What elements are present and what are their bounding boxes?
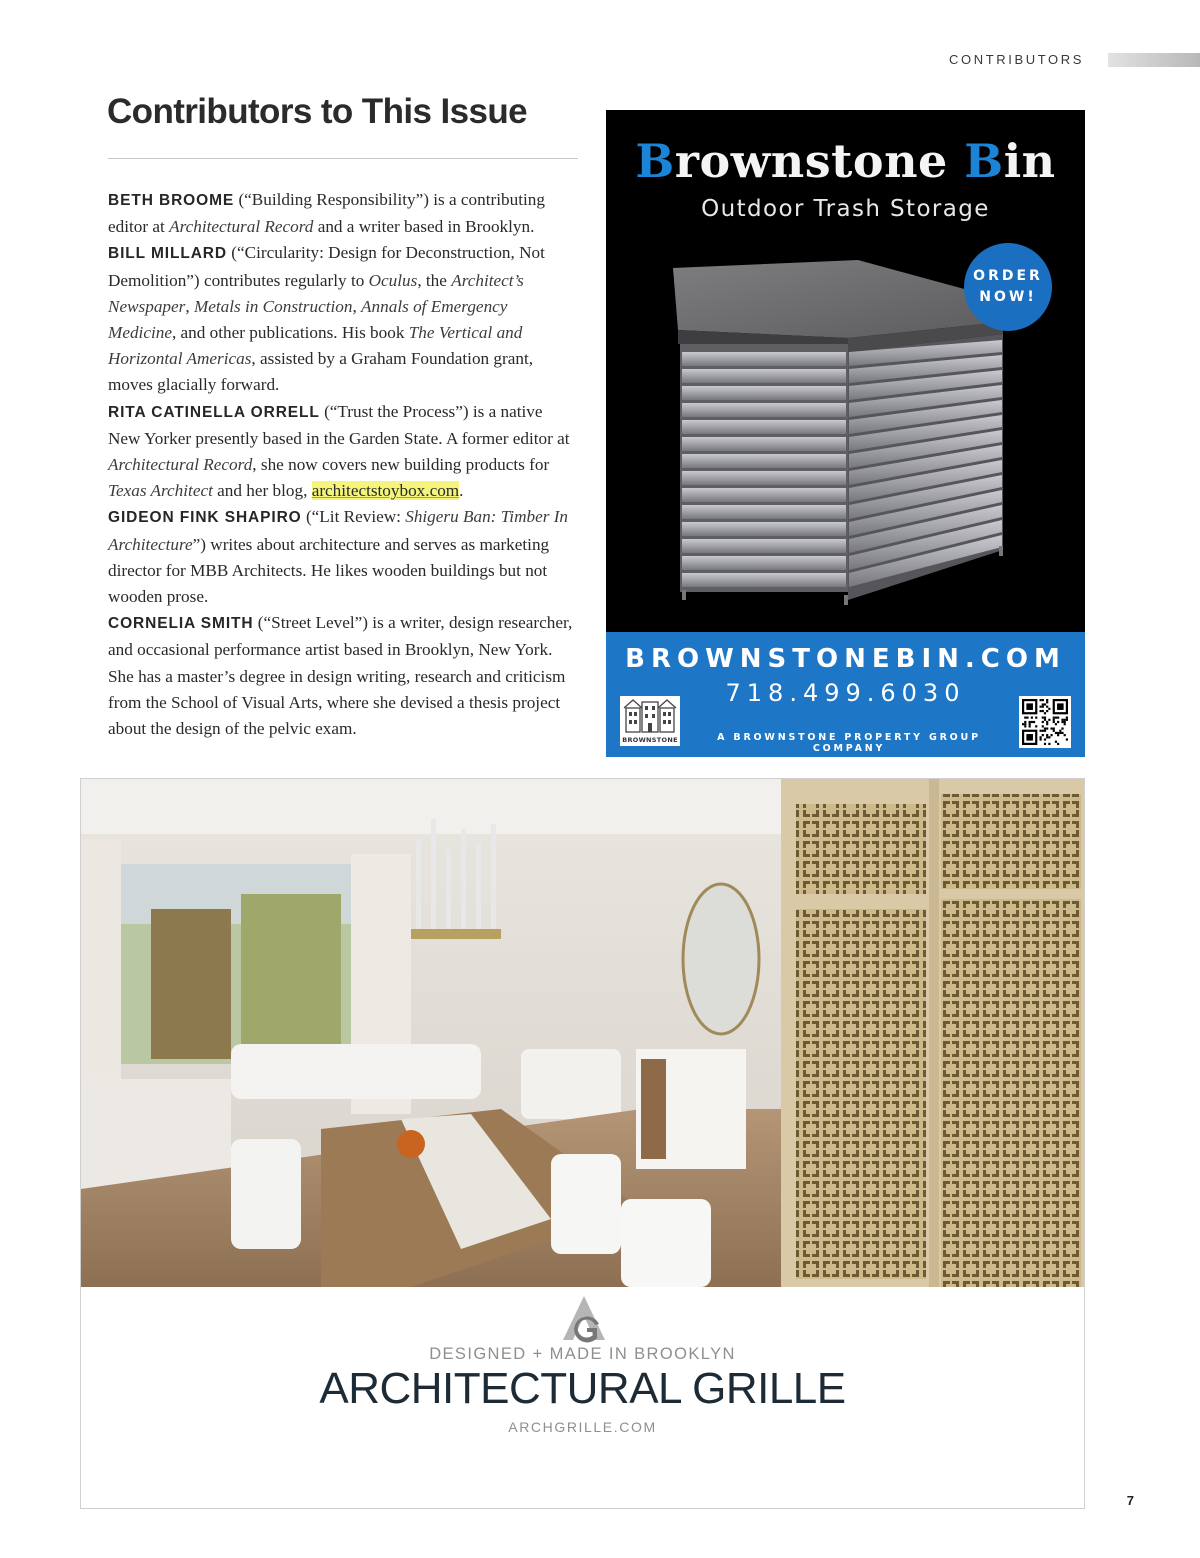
contributor-text: (“Street Level”) is a writer, design researcher, and occasional performance artist based in Brooklyn, New York. She has a master’s degree in design writing, research and criticism from the School of Visual Arts, where she devised a thesis project about the design of the pelvic exam. [108, 613, 573, 739]
contributor-text: , she now covers new building products for [252, 455, 550, 475]
page-number: 7 [1126, 1493, 1134, 1508]
brand-name: ARCHITECTURAL GRILLE [319, 1364, 846, 1413]
trash-bin-illustration [668, 260, 1013, 605]
publication-title: Architectural Record [108, 455, 253, 475]
contributor-name: BILL MILLARD [108, 245, 227, 263]
contributor-text: (“Trust the Process”) is a native New Yorker presently based in the Garden State. A former editor at [108, 401, 570, 448]
section-label: CONTRIBUTORS [949, 52, 1084, 67]
contributor-text: , and other publications. His book [171, 323, 409, 343]
section-bar [1108, 53, 1200, 67]
ad-tagline: DESIGNED + MADE IN BROOKLYN [429, 1345, 736, 1363]
contributor-text: , [185, 296, 194, 316]
contributor-text: and her blog, [212, 481, 312, 501]
contributor-text: ”) writes about architecture and serves as marketing director for MBB Architects. He likes wooden buildings but not wooden prose. [108, 534, 550, 607]
wordmark-text: in [1003, 134, 1056, 188]
wordmark-text: rownstone [674, 134, 965, 188]
ad-footer [606, 632, 1085, 757]
brownstone-logo-icon [620, 696, 680, 746]
wordmark-letter: B [964, 134, 1004, 188]
contributor-text: (“Lit Review: [301, 507, 406, 527]
logo-label: BROWNSTONE [622, 736, 678, 744]
ad-top-bar [606, 100, 1085, 110]
publication-title: Texas Architect [108, 481, 213, 501]
contributor-text: and a writer based in Brooklyn. [313, 217, 535, 237]
publication-title: Architect’s Newspaper [108, 270, 524, 316]
brownstone-bin-ad[interactable] [606, 100, 1085, 757]
contributor-cornelia-smith [108, 610, 578, 742]
publication-title: Architectural Record [169, 217, 314, 237]
contributor-text: (“Circularity: Design for Deconstruction, Not Demolition”) contributes regularly to [108, 243, 545, 290]
contributor-rita-catinella-orrell [108, 399, 578, 505]
qr-code-pattern [1022, 699, 1068, 745]
contributor-list [108, 187, 578, 742]
interior-photo [81, 779, 1084, 1287]
contributor-text: , the [417, 270, 452, 290]
contributor-name: CORNELIA SMITH [108, 615, 254, 633]
building-icon [620, 696, 680, 736]
contributor-name: GIDEON FINK SHAPIRO [108, 509, 302, 527]
order-text: NOW! [979, 289, 1037, 305]
qr-code-icon[interactable] [1019, 696, 1071, 748]
contributor-name: RITA CATINELLA ORRELL [108, 403, 320, 421]
ad-website[interactable]: ARCHGRILLE.COM [508, 1419, 657, 1435]
publication-title: Annals of Emergency Medicine [108, 296, 508, 343]
brownstone-bin-wordmark [606, 134, 1085, 188]
contributor-text: , [352, 296, 362, 316]
ad-tagline: Outdoor Trash Storage [701, 196, 990, 222]
book-title: The Vertical and Horizontal Americas [108, 323, 523, 369]
architectural-grille-ad[interactable] [80, 778, 1085, 1509]
contributor-gideon-fink-shapiro [108, 504, 578, 610]
contributor-bill-millard [108, 240, 578, 398]
contributor-text: , assisted by a Graham Foundation grant, moves glacially forward. [108, 349, 534, 395]
publication-title: Oculus [368, 270, 418, 290]
order-now-badge[interactable] [964, 243, 1052, 331]
contributor-text: . [459, 481, 464, 501]
publication-title: Metals in Construction [193, 296, 353, 316]
book-title: Shigeru Ban: Timber In Architecture [108, 507, 569, 554]
contributor-text: (“Building Responsibility”) is a contributing editor at [108, 190, 545, 237]
parent-company: A BROWNSTONE PROPERTY GROUP COMPANY [717, 732, 981, 754]
blog-link[interactable]: architectstoybox.com [311, 481, 460, 501]
contributor-name: BETH BROOME [108, 192, 235, 209]
ad-phone[interactable]: 718.499.6030 [725, 679, 966, 707]
ad-website[interactable]: BROWNSTONEBIN.COM [625, 644, 1066, 674]
wordmark-letter: B [635, 134, 675, 188]
ag-monogram-icon [557, 1294, 611, 1344]
page-title: Contributors to This Issue [107, 92, 527, 131]
order-text: ORDER [973, 268, 1043, 284]
contributor-beth-broome [108, 187, 578, 240]
title-rule [108, 158, 578, 159]
